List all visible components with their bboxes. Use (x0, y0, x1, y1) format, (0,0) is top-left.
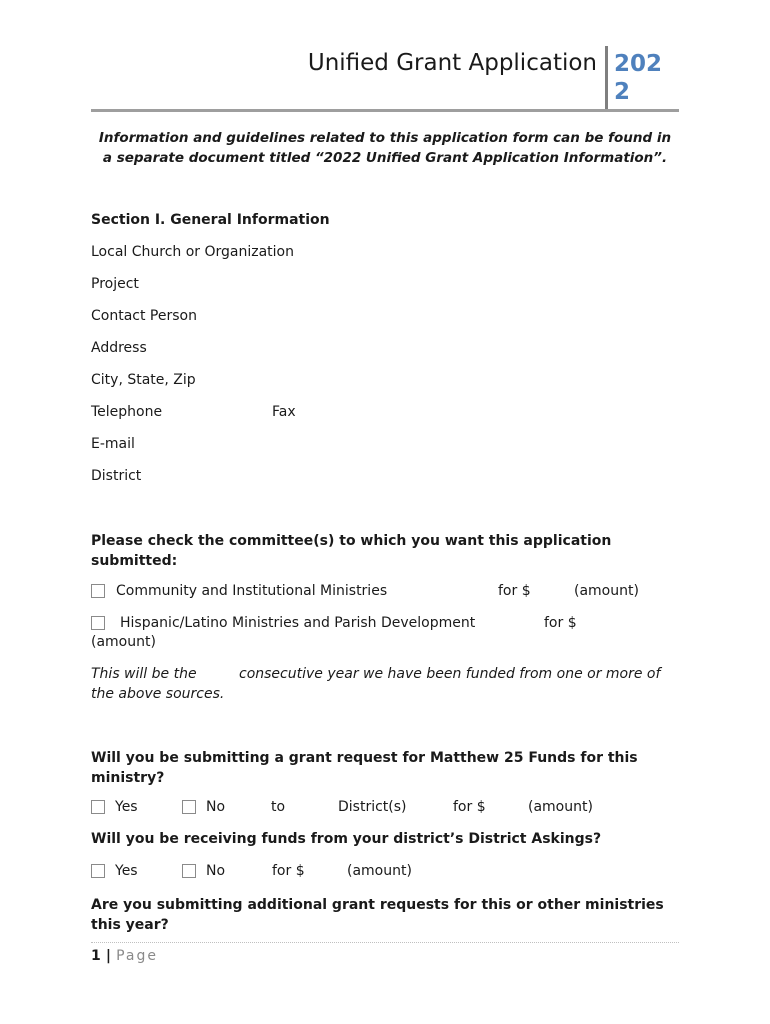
askings-question: Will you be receiving funds from your district’s District Askings? (91, 831, 602, 847)
matthew25-for-label: for $ (453, 799, 486, 815)
telephone-label: Telephone (91, 404, 163, 420)
checkbox-askings-yes[interactable] (91, 864, 105, 878)
checkbox-matthew25-yes[interactable] (91, 800, 105, 814)
document-year: 2022 (614, 51, 663, 105)
page-number: 1 (91, 948, 101, 964)
matthew25-no-label: No (206, 799, 226, 815)
matthew25-districts-label: District(s) (338, 799, 407, 815)
footer-rule (91, 942, 679, 943)
consecutive-text-c: the above sources. (91, 686, 225, 702)
askings-for-label: for $ (272, 863, 305, 879)
askings-yes-label: Yes (115, 863, 138, 879)
community-amount-label: (amount) (574, 583, 639, 599)
hispanic-amount-label: (amount) (91, 634, 156, 650)
hispanic-ministries-label: Hispanic/Latino Ministries and Parish Development (120, 615, 476, 631)
matthew25-question (91, 748, 679, 788)
page-separator: | (105, 948, 111, 964)
committee-question-line-1: Please check the committee(s) to which you want this application (91, 533, 612, 549)
consecutive-text-a: This will be the (91, 666, 197, 682)
matthew25-question-line-2: ministry? (91, 770, 165, 786)
askings-amount-label: (amount) (347, 863, 412, 879)
church-label: Local Church or Organization (91, 244, 294, 260)
matthew25-amount-label: (amount) (528, 799, 593, 815)
header-divider (605, 46, 608, 110)
address-label: Address (91, 340, 147, 356)
checkbox-matthew25-no[interactable] (182, 800, 196, 814)
matthew25-yes-label: Yes (115, 799, 138, 815)
city-label: City, State, Zip (91, 372, 196, 388)
project-label: Project (91, 276, 139, 292)
district-label: District (91, 468, 142, 484)
additional-question-line-2: this year? (91, 917, 169, 933)
intro-line-2: a separate document titled “2022 Unified Grant Application Information”. (102, 150, 668, 166)
hispanic-for-label: for $ (544, 615, 577, 631)
community-ministries-label: Community and Institutional Ministries (116, 583, 388, 599)
contact-label: Contact Person (91, 308, 197, 324)
askings-no-label: No (206, 863, 226, 879)
committee-question (91, 531, 679, 571)
document-title: Unified Grant Application (307, 50, 597, 76)
consecutive-text-b: consecutive year we have been funded from one or more of (239, 666, 661, 682)
section-1-heading: Section I. General Information (91, 212, 330, 228)
intro-note (91, 128, 679, 168)
page-footer (91, 945, 158, 964)
matthew25-question-line-1: Will you be submitting a grant request for Matthew 25 Funds for this (91, 750, 638, 766)
matthew25-to-label: to (271, 799, 286, 815)
community-for-label: for $ (498, 583, 531, 599)
page-label: Page (116, 948, 158, 964)
email-label: E-mail (91, 436, 135, 452)
fax-label: Fax (272, 404, 296, 420)
committee-question-line-2: submitted: (91, 553, 178, 569)
intro-line-1: Information and guidelines related to this application form can be found in (98, 130, 672, 146)
additional-question (91, 895, 679, 935)
checkbox-askings-no[interactable] (182, 864, 196, 878)
checkbox-community-ministries[interactable] (91, 584, 105, 598)
additional-question-line-1: Are you submitting additional grant requests for this or other ministries (91, 897, 664, 913)
header-rule (91, 109, 679, 112)
checkbox-hispanic-ministries[interactable] (91, 616, 105, 630)
